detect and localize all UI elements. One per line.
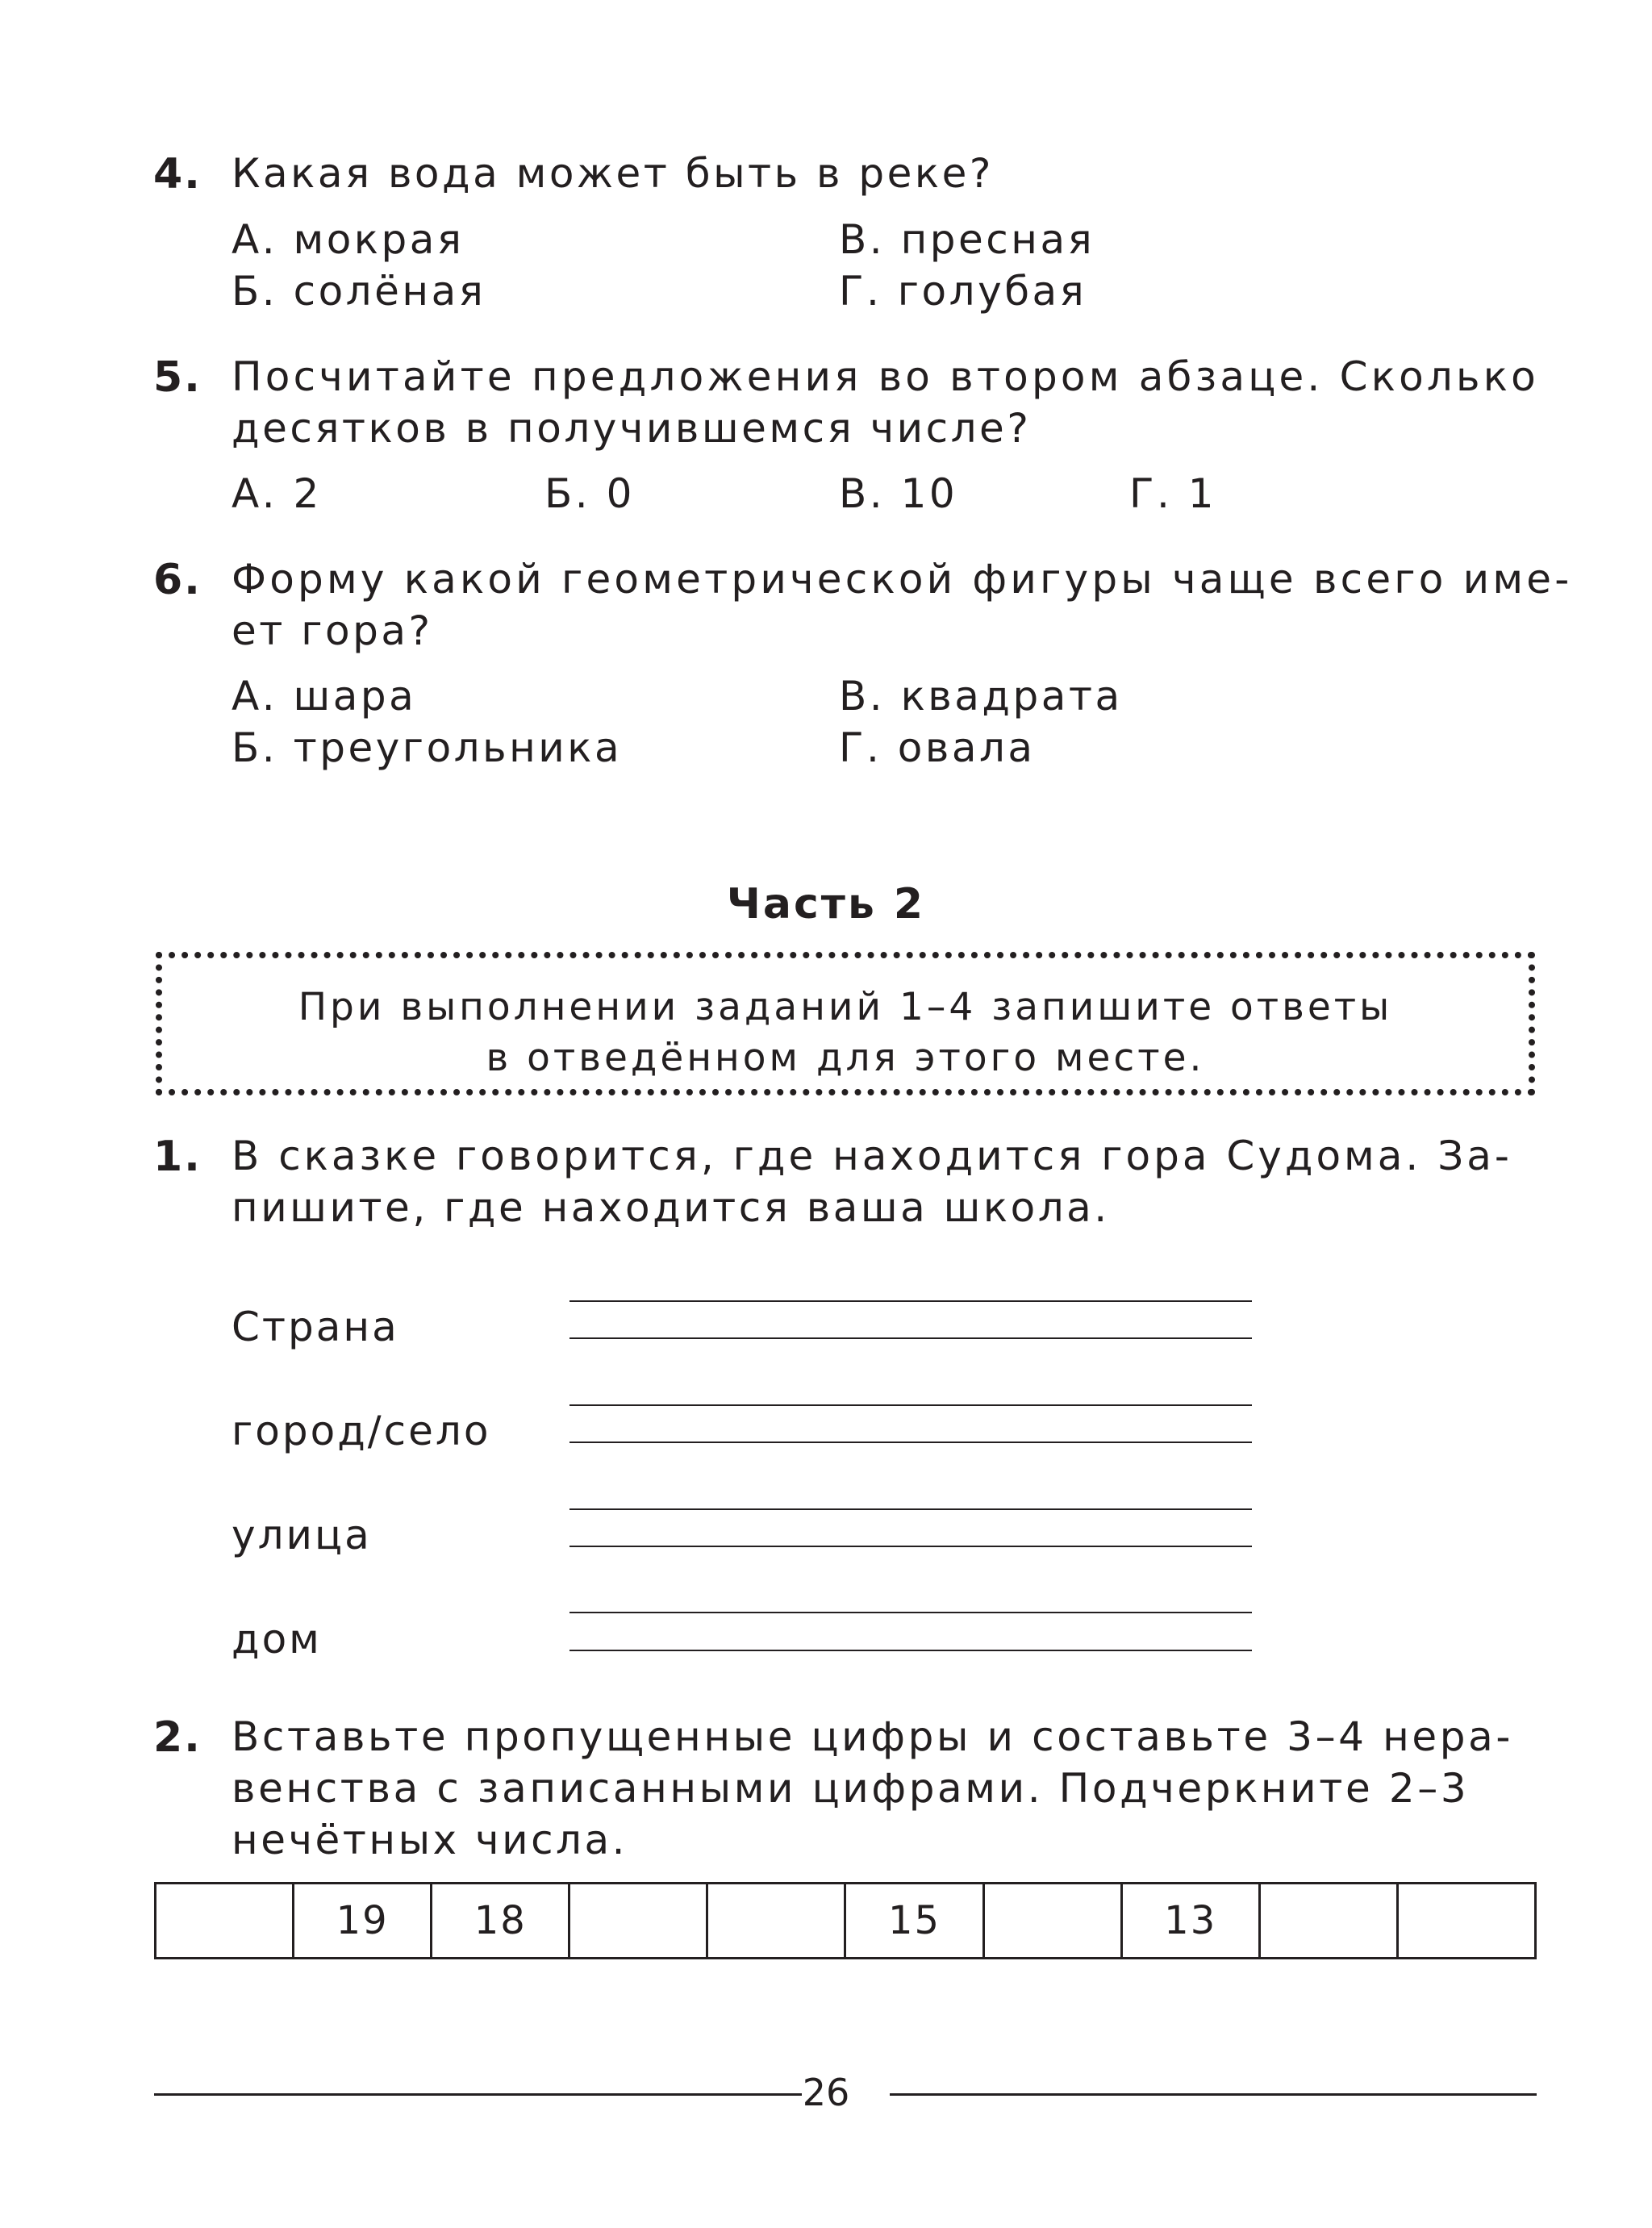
- question-6-number: 6.: [153, 556, 202, 604]
- number-cell[interactable]: [1259, 1884, 1397, 1959]
- number-cell[interactable]: 19: [294, 1884, 432, 1959]
- task-1-text-line1: В сказке говорится, где находится гора Судома. За-: [232, 1133, 1512, 1179]
- answer-line[interactable]: [569, 1650, 1252, 1651]
- question-5-option-v[interactable]: В. 10: [839, 470, 958, 517]
- question-5-option-b[interactable]: Б. 0: [544, 470, 635, 517]
- part-2-title: Часть 2: [726, 880, 926, 928]
- number-sequence-table: [154, 1882, 1537, 1959]
- task-2-text-line1: Вставьте пропущенные цифры и составьте 3–4 нера-: [232, 1713, 1513, 1760]
- number-cell[interactable]: 13: [1121, 1884, 1259, 1959]
- question-4-option-v[interactable]: В. пресная: [839, 216, 1095, 263]
- instruction-box: [156, 952, 1535, 1095]
- question-5-option-a[interactable]: А. 2: [232, 470, 322, 517]
- task-2-text-line3: нечётных числа.: [232, 1817, 628, 1863]
- question-6-text-line1: Форму какой геометрической фигуры чаще всего име-: [232, 556, 1573, 603]
- field-label-country: Страна: [232, 1304, 399, 1350]
- question-4-text: Какая вода может быть в реке?: [232, 150, 994, 197]
- number-cell[interactable]: 18: [432, 1884, 569, 1959]
- field-label-city: город/село: [232, 1408, 491, 1454]
- answer-line[interactable]: [569, 1612, 1252, 1613]
- task-1-text-line2: пишите, где находится ваша школа.: [232, 1184, 1110, 1231]
- table-row: [156, 1884, 1536, 1959]
- page-number: 26: [802, 2071, 850, 2114]
- question-6-option-b[interactable]: Б. треугольника: [232, 724, 623, 771]
- number-cell[interactable]: 15: [845, 1884, 983, 1959]
- field-label-house: дом: [232, 1616, 322, 1663]
- question-6-text-line2: ет гора?: [232, 607, 433, 654]
- answer-line[interactable]: [569, 1337, 1252, 1339]
- question-4-number: 4.: [153, 150, 202, 198]
- answer-line[interactable]: [569, 1546, 1252, 1547]
- instruction-line-1: При выполнении заданий 1–4 запишите ответы: [298, 985, 1393, 1029]
- number-cell[interactable]: [707, 1884, 845, 1959]
- question-4-option-b[interactable]: Б. солёная: [232, 268, 486, 315]
- task-2-number: 2.: [153, 1713, 202, 1762]
- number-cell[interactable]: [983, 1884, 1121, 1959]
- question-5-number: 5.: [153, 353, 202, 402]
- task-1-number: 1.: [153, 1133, 202, 1181]
- task-2-text-line2: венства с записанными цифрами. Подчеркните 2–3: [232, 1765, 1470, 1812]
- question-4-option-g[interactable]: Г. голубая: [839, 268, 1087, 315]
- question-6-option-a[interactable]: А. шара: [232, 673, 417, 720]
- answer-line[interactable]: [569, 1508, 1252, 1510]
- field-label-street: улица: [232, 1512, 372, 1558]
- answer-line[interactable]: [569, 1404, 1252, 1406]
- number-cell[interactable]: [569, 1884, 707, 1959]
- instruction-line-2: в отведённом для этого месте.: [486, 1036, 1205, 1080]
- number-cell[interactable]: [156, 1884, 294, 1959]
- answer-line[interactable]: [569, 1442, 1252, 1443]
- question-6-option-v[interactable]: В. квадрата: [839, 673, 1123, 720]
- question-4-option-a[interactable]: А. мокрая: [232, 216, 465, 263]
- question-5-text-line1: Посчитайте предложения во втором абзаце. Сколько: [232, 353, 1539, 400]
- question-5-text-line2: десятков в получившемся числе?: [232, 405, 1032, 452]
- answer-line[interactable]: [569, 1300, 1252, 1302]
- question-6-option-g[interactable]: Г. овала: [839, 724, 1036, 771]
- question-5-option-g[interactable]: Г. 1: [1129, 470, 1217, 517]
- number-cell[interactable]: [1397, 1884, 1535, 1959]
- footer-rule-right: [890, 2093, 1537, 2096]
